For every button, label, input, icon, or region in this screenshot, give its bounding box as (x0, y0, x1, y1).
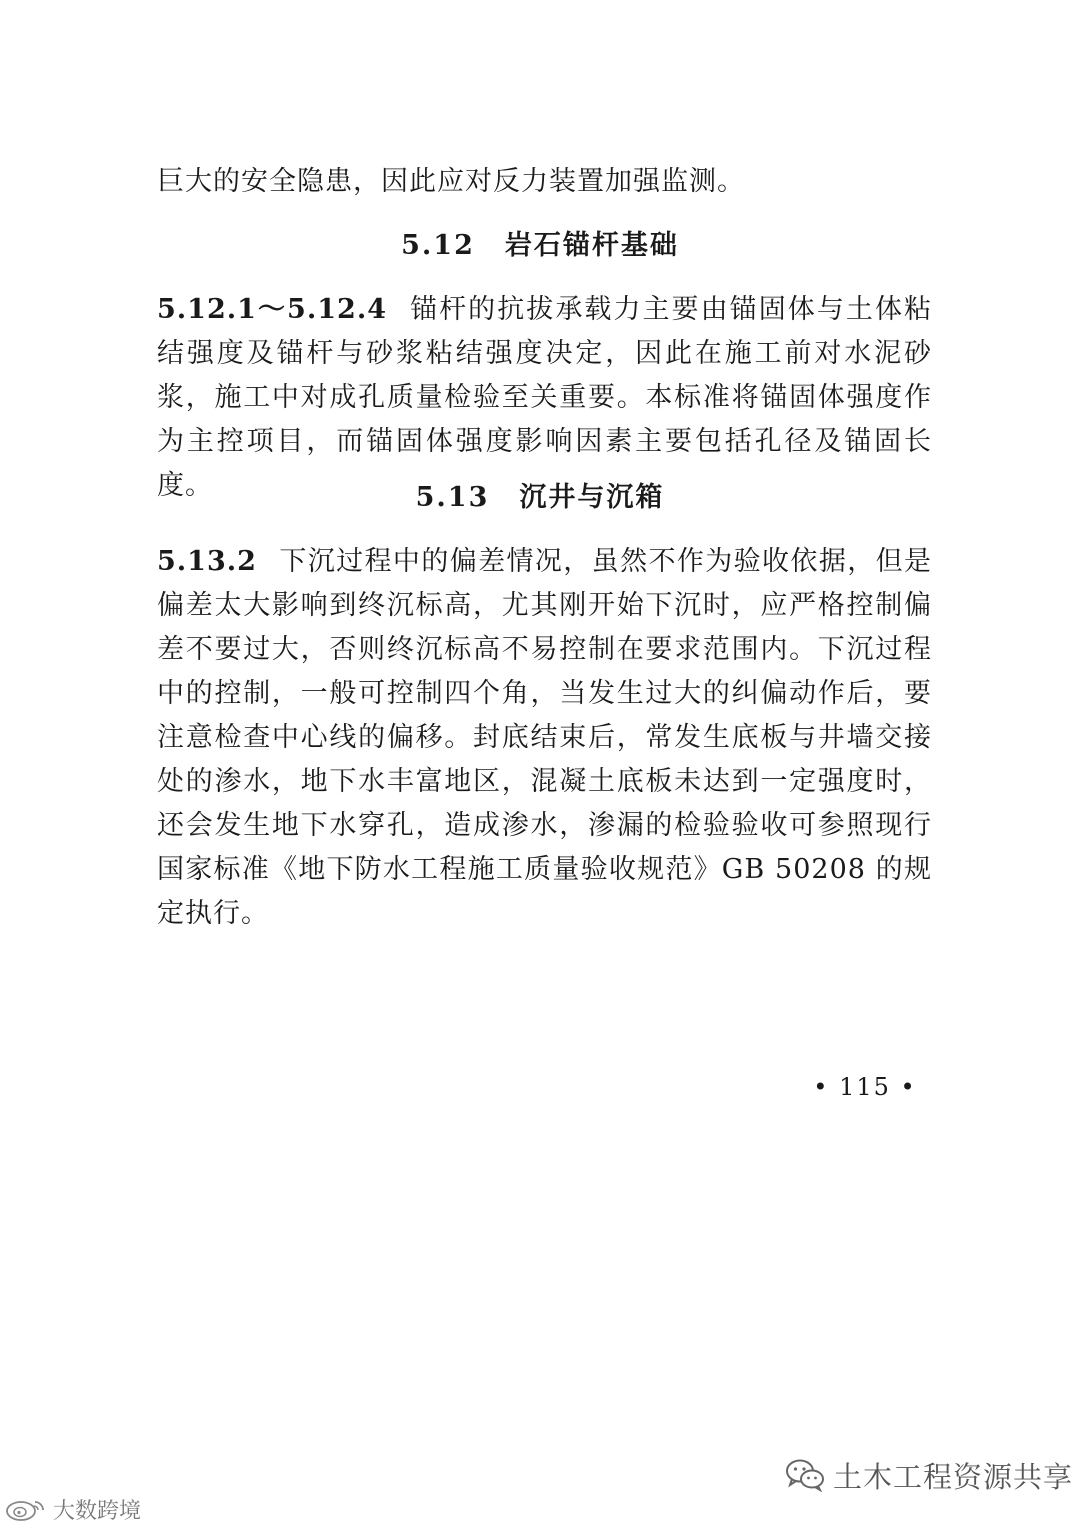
watermark-left-text: 大数跨境 (53, 1498, 142, 1524)
clause-5-12-1-paragraph (157, 288, 932, 508)
section-number: 5.13 (415, 482, 490, 513)
section-number: 5.12 (401, 230, 475, 261)
watermark-right-text: 土木工程资源共享 (833, 1459, 1074, 1494)
continuation-text: 巨大的安全隐患，因此应对反力装置加强监测。 (157, 166, 745, 197)
clause-number: 5.12.1～5.12.4 (157, 294, 388, 325)
clause-text: 锚杆的抗拔承载力主要由锚固体与土体粘结强度及锚杆与砂浆粘结强度决定，因此在施工前对水泥砂浆，施工中对成孔质量检验至关重要。本标准将锚固体强度作为主控项目，而锚固体强度影响因素主要包括孔径及锚固长度。 (157, 294, 932, 501)
clause-text: 下沉过程中的偏差情况，虽然不作为验收依据，但是偏差太大影响到终沉标高，尤其刚开始下沉时，应严格控制偏差不要过大，否则终沉标高不易控制在要求范围内。下沉过程中的控制，一般可控制四个角，当发生过大的纠偏动作后，要注意检查中心线的偏移。封底结束后，常发生底板与井墙交接处的渗水，地下水丰富地区，混凝土底板未达到一定强度时，还会发生地下水穿孔，造成渗水，渗漏的检验验收可参照现行国家标准《地下防水工程施工质量验收规范》GB 50208 的规定执行。 (157, 546, 932, 929)
clause-number: 5.13.2 (157, 546, 257, 577)
section-heading-5-12 (0, 226, 1080, 266)
section-title: 岩石锚杆基础 (504, 230, 679, 261)
watermark-right (785, 1455, 1073, 1495)
clause-5-13-2-paragraph (157, 540, 932, 936)
continuation-paragraph (157, 160, 932, 204)
section-heading-5-13 (0, 478, 1080, 518)
page-number: • 115 • (813, 1073, 917, 1101)
wechat-icon (785, 1458, 825, 1492)
watermark-left (5, 1494, 141, 1524)
weibo-icon (5, 1496, 49, 1522)
section-title: 沉井与沉箱 (519, 482, 665, 513)
